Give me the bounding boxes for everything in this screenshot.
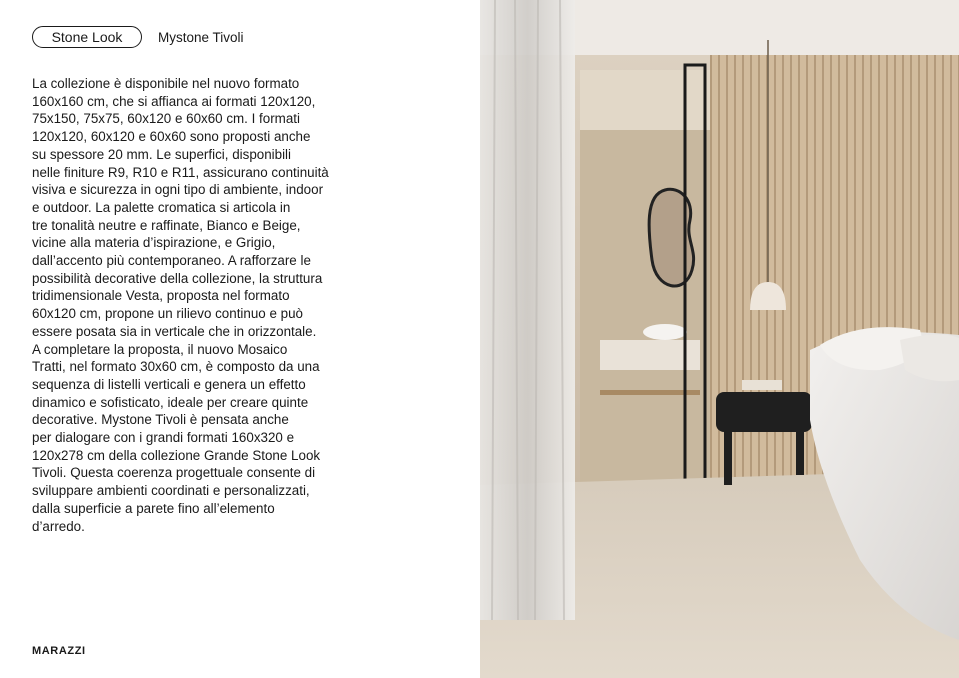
body-line: tridimensionale Vesta, proposta nel formato	[32, 288, 290, 304]
interior-photo	[480, 0, 959, 678]
body-line: sviluppare ambienti coordinati e personalizzati,	[32, 483, 310, 499]
body-line: Tivoli. Questa coerenza progettuale consente di	[32, 465, 316, 481]
brand-logo: MARAZZI	[32, 645, 86, 657]
body-line: 120x120, 60x120 e 60x60 sono proposti anche	[32, 129, 311, 145]
bedroom-illustration	[480, 0, 959, 678]
body-line: 120x278 cm della collezione Grande Stone Look	[32, 447, 321, 463]
body-line: possibilità decorative della collezione, la struttura	[32, 270, 323, 286]
body-line: A completare la proposta, il nuovo Mosaico	[32, 341, 288, 357]
bedside-table	[716, 392, 812, 432]
body-line: dalla superficie a parete fino all’elemento	[32, 500, 275, 516]
body-line: per dialogare con i grandi formati 160x320 e	[32, 430, 295, 446]
body-line: La collezione è disponibile nel nuovo formato	[32, 76, 300, 91]
category-tag: Stone Look	[32, 26, 142, 48]
description	[32, 75, 367, 535]
body-line: su spessore 20 mm. Le superfici, disponibili	[32, 146, 292, 162]
body-line: d’arredo.	[32, 518, 85, 534]
body-line: Tratti, nel formato 30x60 cm, è composto da una	[32, 359, 320, 375]
table-leg	[796, 430, 804, 475]
body-line: 75x150, 75x75, 60x120 e 60x60 cm. I formati	[32, 111, 300, 127]
books	[742, 380, 782, 390]
body-line: essere posata sia in verticale che in orizzontale.	[32, 323, 317, 339]
body-line: nelle finiture R9, R10 e R11, assicurano continuità	[32, 164, 329, 180]
mirror	[649, 189, 694, 286]
body-line: dall’accento più contemporaneo. A rafforzare le	[32, 253, 311, 269]
product-name: Mystone Tivoli	[158, 30, 244, 45]
body-line: tre tonalità neutre e raffinate, Bianco e Beige,	[32, 217, 301, 233]
body-line: e outdoor. La palette cromatica si articola in	[32, 199, 291, 215]
body-line: dinamico e sofisticato, ideale per creare quinte	[32, 394, 309, 410]
body-line: decorative. Mystone Tivoli è pensata anche	[32, 412, 289, 428]
body-line: 60x120 cm, propone un rilievo continuo e può	[32, 306, 303, 322]
body-line: sequenza di listelli verticali e genera un effetto	[32, 376, 306, 392]
table-leg	[724, 430, 732, 485]
basin	[643, 324, 687, 340]
bathroom-light	[580, 70, 710, 130]
body-line: visiva e sicurezza in ogni tipo di ambiente, indoor	[32, 182, 324, 198]
body-line: vicine alla materia d’ispirazione, e Grigio,	[32, 235, 276, 251]
body-line: 160x160 cm, che si affianca ai formati 120x120,	[32, 93, 316, 109]
bathroom-wall	[580, 70, 710, 490]
